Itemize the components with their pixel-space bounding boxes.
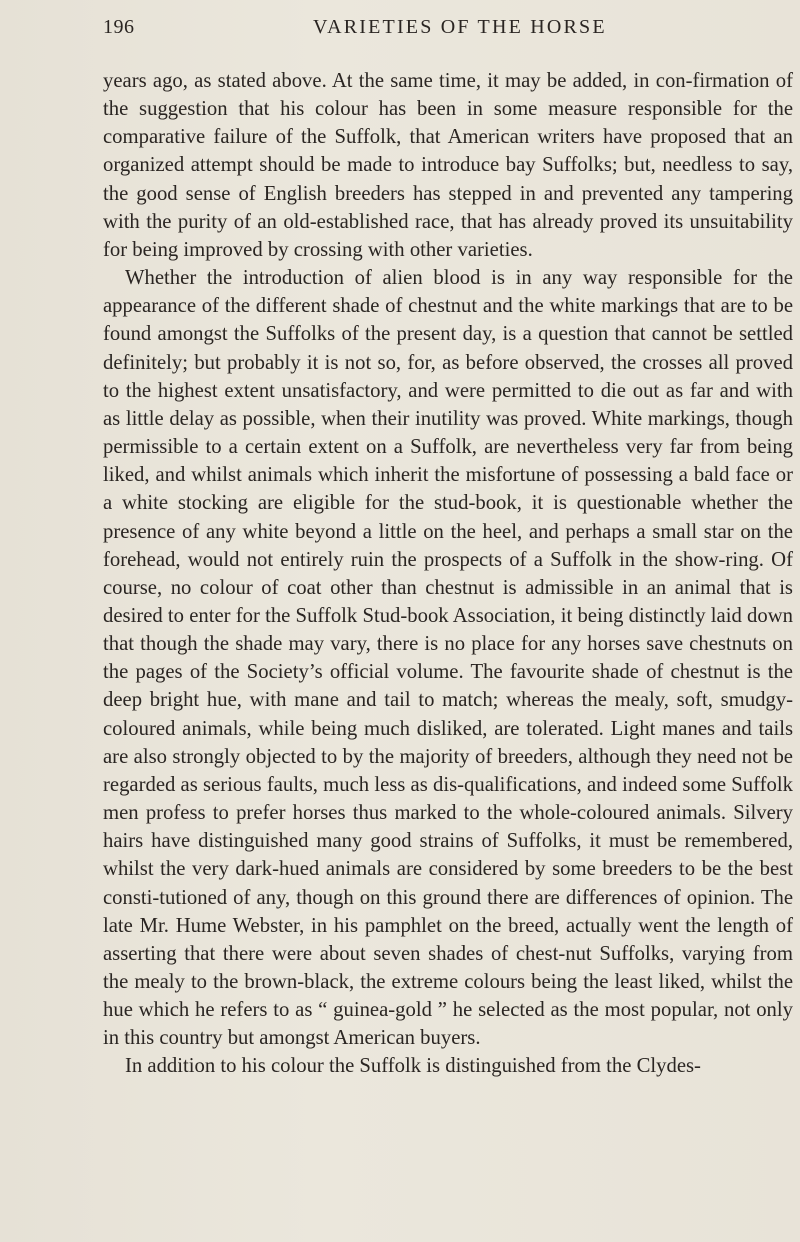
paragraph: years ago, as stated above. At the same time, it may be added, in con-firmation of the suggestion that his colour has been in some measure responsible for the comparative failure of the Suffolk, that American writers have proposed that an organized attempt should be made to introduce bay Suffolks; but, needless to say, the good sense of English breeders has stepped in and prevented any tampering with the purity of an old-established race, that has already proved its unsuitability for being improved by crossing with other varieties. <box>103 70 793 261</box>
running-title: VARIETIES OF THE HORSE <box>313 16 607 38</box>
paragraph: Whether the introduction of alien blood is in any way responsible for the appearance of the different shade of chestnut and the white markings that are to be found amongst the Suffolks of the present day, is a question that cannot be settled definitely; but probably it is not so, for, as before observed, the crosses all proved to the highest extent unsatisfactory, and were permitted to die out as far and with as little delay as possible, when their inutility was proved. White markings, though permissible to a certain extent on a Suffolk, are nevertheless very far from being liked, and whilst animals which inherit the misfortune of possessing a bald face or a white stocking are eligible for the stud-book, it is questionable whether the presence of any white beyond a little on the heel, and perhaps a small star on the forehead, would not entirely ruin the prospects of a Suffolk in the show-ring. Of course, no colour of coat other than chestnut is admissible in an animal that is desired to enter for the Suffolk Stud-book Association, it being distinctly laid down that though the shade may vary, there is no place for any horses save chestnuts on the pages of the Society’s official volume. The favourite shade of chestnut is the deep bright hue, with mane and tail to match; whereas the mealy, soft, smudgy-coloured animals, while being much disliked, are tolerated. Light manes and tails are also strongly objected to by the majority of breeders, although they need not be regarded as serious faults, much less as dis-qualifications, and indeed some Suffolk men profess to prefer horses thus marked to the whole-coloured animals. Silvery hairs have distinguished many good strains of Suffolks, it must be remembered, whilst the very dark-hued animals are considered by some breeders to be the best consti-tutioned of any, though on this ground there are differences of opinion. The late Mr. Hume Webster, in his pamphlet on the breed, actually went the length of asserting that there were about seven shades of chest-nut Suffolks, varying from the mealy to the brown-black, the extreme colours being the least liked, whilst the hue which he refers to as “ guinea-gold ” he selected as the most popular, not only in this country but amongst American buyers. <box>103 267 793 1050</box>
page-number: 196 <box>103 16 135 38</box>
paragraph: In addition to his colour the Suffolk is distinguished from the Clydes- <box>125 1055 701 1078</box>
page-header <box>103 16 713 46</box>
body-text <box>103 67 793 1081</box>
